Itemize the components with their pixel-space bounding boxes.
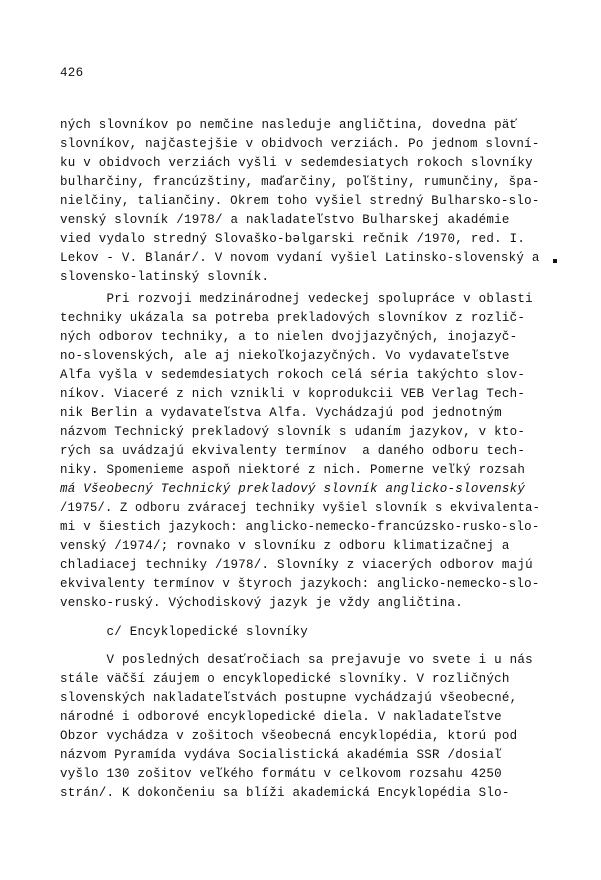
text-line: Obzor vychádza v zošitoch všeobecná encyklopédia, ktorú pod bbox=[60, 729, 518, 743]
text-line: rých sa uvádzajú ekvivalenty termínov a daného odboru tech- bbox=[60, 444, 526, 458]
text-line: ekvivalenty termínov v štyroch jazykoch: anglicko-nemecko-slo- bbox=[60, 577, 540, 591]
text-line: názvom Technický prekladový slovník s udaním jazykov, v kto- bbox=[60, 425, 526, 439]
text-line: techniky ukázala sa potreba prekladových slovníkov z rozlič- bbox=[60, 311, 526, 325]
text-line: slovenských nakladateľstvách postupne vychádzajú všeobecné, bbox=[60, 691, 518, 705]
ink-mark bbox=[553, 259, 557, 263]
text-line: vyšlo 130 zošitov veľkého formátu v celkovom rozsahu 4250 bbox=[60, 767, 502, 781]
text-line: níkov. Viaceré z nich vznikli v koprodukcii VEB Verlag Tech- bbox=[60, 387, 526, 401]
text-line: vied vydalo stredný Slovaško-bəlgarski rečnik /1970, red. I. bbox=[60, 232, 526, 246]
text-line: strán/. K dokončeniu sa blíži akademická Encyklopédia Slo- bbox=[60, 786, 510, 800]
text-line: stále väčší záujem o encyklopedické slovníky. V rozličných bbox=[60, 672, 510, 686]
text-line: V posledných desaťročiach sa prejavuje vo svete i u nás bbox=[60, 653, 533, 667]
text-line: Pri rozvoji medzinárodnej vedeckej spolupráce v oblasti bbox=[60, 292, 533, 306]
text-line: no-slovenských, ale aj niekoľkojazyčných. Vo vydavateľstve bbox=[60, 349, 510, 363]
section-heading: c/ Encyklopedické slovníky bbox=[60, 625, 309, 639]
text-line: Lekov - V. Blanár/. V novom vydaní vyšiel Latinsko-slovenský a bbox=[60, 251, 540, 265]
text-line: mi v šiestich jazykoch: anglicko-nemecko-francúzsko-rusko-slo- bbox=[60, 520, 540, 534]
text-line: ných slovníkov po nemčine nasleduje angličtina, dovedna päť bbox=[60, 118, 518, 132]
text-line: bulharčiny, francúzštiny, maďarčiny, poľštiny, rumunčiny, špa- bbox=[60, 175, 540, 189]
text-line: slovníkov, najčastejšie v obidvoch verziách. Po jednom slovní- bbox=[60, 137, 540, 151]
text-line: nielčiny, taliančiny. Okrem toho vyšiel stredný Bulharsko-slo- bbox=[60, 194, 540, 208]
text-line: venský /1974/; rovnako v slovníku z odboru klimatizačnej a bbox=[60, 539, 510, 553]
text-line: venský slovník /1978/ a nakladateľstvo Bulharskej akadémie bbox=[60, 213, 510, 227]
text-line: /1975/. Z odboru zváracej techniky vyšiel slovník s ekvivalenta- bbox=[60, 501, 541, 515]
text-line: chladiacej techniky /1978/. Slovníky z viacerých odborov majú bbox=[60, 558, 533, 572]
text-line: ku v obidvoch verziách vyšli v sedemdesiatych rokoch slovníky bbox=[60, 156, 533, 170]
text-line: nik Berlin a vydavateľstva Alfa. Vychádzajú pod jednotným bbox=[60, 406, 502, 420]
text-line: Alfa vyšla v sedemdesiatych rokoch celá séria takýchto slov- bbox=[60, 368, 526, 382]
text-line: národné i odborové encyklopedické diela. V nakladateľstve bbox=[60, 710, 502, 724]
text-line: ných odborov techniky, a to nielen dvojjazyčných, inojazyč- bbox=[60, 330, 518, 344]
page-number: 426 bbox=[60, 66, 84, 80]
text-line-italic: má Všeobecný Technický prekladový slovník anglicko-slovenský bbox=[60, 482, 526, 496]
text-line: slovensko-latinský slovník. bbox=[60, 270, 270, 284]
text-line: vensko-ruský. Východiskový jazyk je vždy angličtina. bbox=[60, 596, 464, 610]
text-line: niky. Spomenieme aspoň niektoré z nich. Pomerne veľký rozsah bbox=[60, 463, 526, 477]
text-line: názvom Pyramída vydáva Socialistická akadémia SSR /dosiaľ bbox=[60, 748, 502, 762]
